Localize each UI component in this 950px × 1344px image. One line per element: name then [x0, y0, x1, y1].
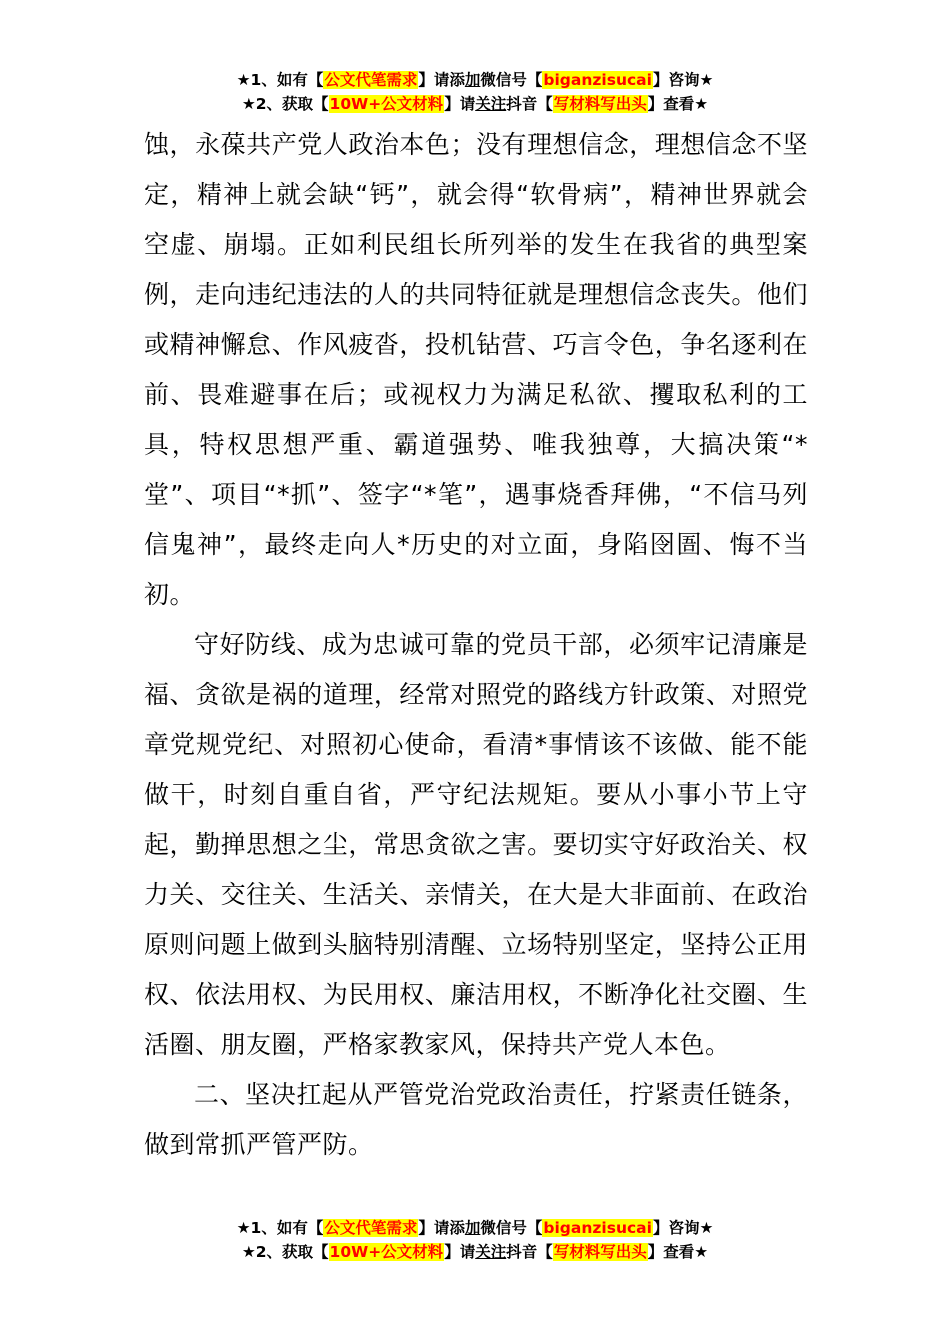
banner-highlight: 公文代笔需求 — [324, 71, 418, 89]
banner-text: 】请 — [444, 1243, 476, 1261]
banner-highlight: 写材料写出头 — [553, 1243, 647, 1261]
footer-banner — [0, 1216, 950, 1264]
banner-text: ★1、如有【 — [236, 1219, 324, 1237]
banner-highlight: 写材料写出头 — [553, 95, 647, 113]
banner-text: 】请 — [444, 95, 476, 113]
banner-text: 抖音【 — [506, 1243, 553, 1261]
banner-text: 】咨询★ — [652, 71, 714, 89]
header-banner-line-2 — [0, 92, 950, 116]
header-banner-line-1 — [0, 68, 950, 92]
header-banner — [0, 68, 950, 116]
banner-highlight: biganzisucai — [543, 1219, 652, 1237]
banner-highlight: 公文代笔需求 — [324, 1219, 418, 1237]
document-body — [144, 120, 808, 1170]
banner-underline: 加 — [464, 71, 481, 89]
banner-text: 】查看★ — [647, 1243, 709, 1261]
banner-text: ★2、获取【 — [241, 95, 329, 113]
banner-text: 微信号【 — [480, 1219, 543, 1237]
banner-text: 】请添 — [418, 71, 465, 89]
banner-underline: 加 — [464, 1219, 481, 1237]
banner-text: 微信号【 — [480, 71, 543, 89]
banner-underline: 关注 — [475, 1243, 507, 1261]
banner-text: 】咨询★ — [652, 1219, 714, 1237]
banner-highlight: biganzisucai — [543, 71, 652, 89]
banner-text: ★1、如有【 — [236, 71, 324, 89]
banner-text: ★2、获取【 — [241, 1243, 329, 1261]
banner-text: 】请添 — [418, 1219, 465, 1237]
banner-highlight: 10W+公文材料 — [329, 1243, 444, 1261]
paragraph: 守好防线、成为忠诚可靠的党员干部，必须牢记清廉是福、贪欲是祸的道理，经常对照党的路线方针政策、对照党章党规党纪、对照初心使命，看清*事情该不该做、能不能做干，时刻自重自省，严守纪法规矩。要从小事小节上守起，勤掸思想之尘，常思贪欲之害。要切实守好政治关、权力关、交往关、生活关、亲情关，在大是大非面前、在政治原则问题上做到头脑特别清醒、立场特别坚定，坚持公正用权、依法用权、为民用权、廉洁用权，不断净化社交圈、生活圈、朋友圈，严格家教家风，保持共产党人本色。 — [144, 630, 808, 1059]
footer-banner-line-1 — [0, 1216, 950, 1240]
banner-text: 】查看★ — [647, 95, 709, 113]
section-heading: 二、坚决扛起从严管党治党政治责任，拧紧责任链条，做到常抓严管严防。 — [144, 1080, 808, 1159]
banner-underline: 关注 — [475, 95, 507, 113]
paragraph-continued: 蚀，永葆共产党人政治本色；没有理想信念，理想信念不坚定，精神上就会缺“钙”，就会得“软骨病”，精神世界就会空虚、崩塌。正如利民组长所列举的发生在我省的典型案例，走向违纪违法的人的共同特征就是理想信念丧失。他们或精神懈怠、作风疲沓，投机钻营、巧言令色，争名逐利在前、畏难避事在后；或视权力为满足私欲、攫取私利的工具，特权思想严重、霸道强势、唯我独尊，大搞决策“*堂”、项目“*抓”、签字“*笔”，遇事烧香拜佛，“不信马列信鬼神”，最终走向人*历史的对立面，身陷囹圄、悔不当初。 — [144, 130, 808, 609]
footer-banner-line-2 — [0, 1240, 950, 1264]
banner-text: 抖音【 — [506, 95, 553, 113]
banner-highlight: 10W+公文材料 — [329, 95, 444, 113]
